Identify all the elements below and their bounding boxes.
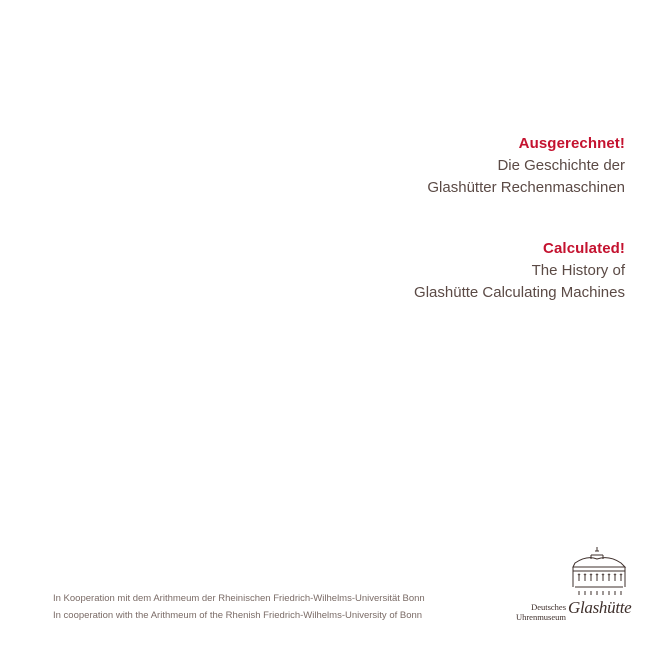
footer-line-english: In cooperation with the Arithmeum of the Rhenish Friedrich-Wilhelms-University of Bonn bbox=[53, 610, 423, 621]
logo-script-glashuette: Glashütte bbox=[568, 598, 632, 617]
german-subtitle-line-2: Glashütter Rechenmaschinen bbox=[427, 179, 625, 196]
german-subtitle-line-1: Die Geschichte der bbox=[497, 157, 625, 174]
logo-line-deutsches: Deutsches bbox=[531, 602, 566, 612]
english-title-block bbox=[414, 238, 625, 304]
english-subtitle-line-2: Glashütte Calculating Machines bbox=[414, 284, 625, 301]
english-subtitle-line-1: The History of bbox=[531, 262, 625, 279]
museum-building-icon bbox=[505, 545, 630, 605]
german-title-block bbox=[427, 133, 625, 199]
footer-line-german: In Kooperation mit dem Arithmeum der Rheinischen Friedrich-Wilhelms-Universität Bonn bbox=[53, 593, 425, 604]
cooperation-footer bbox=[53, 590, 425, 624]
german-title: Ausgerechnet! bbox=[518, 135, 625, 152]
english-title: Calculated! bbox=[543, 240, 625, 257]
logo-line-uhrenmuseum: Uhrenmuseum bbox=[515, 612, 566, 622]
museum-logo bbox=[505, 545, 630, 630]
